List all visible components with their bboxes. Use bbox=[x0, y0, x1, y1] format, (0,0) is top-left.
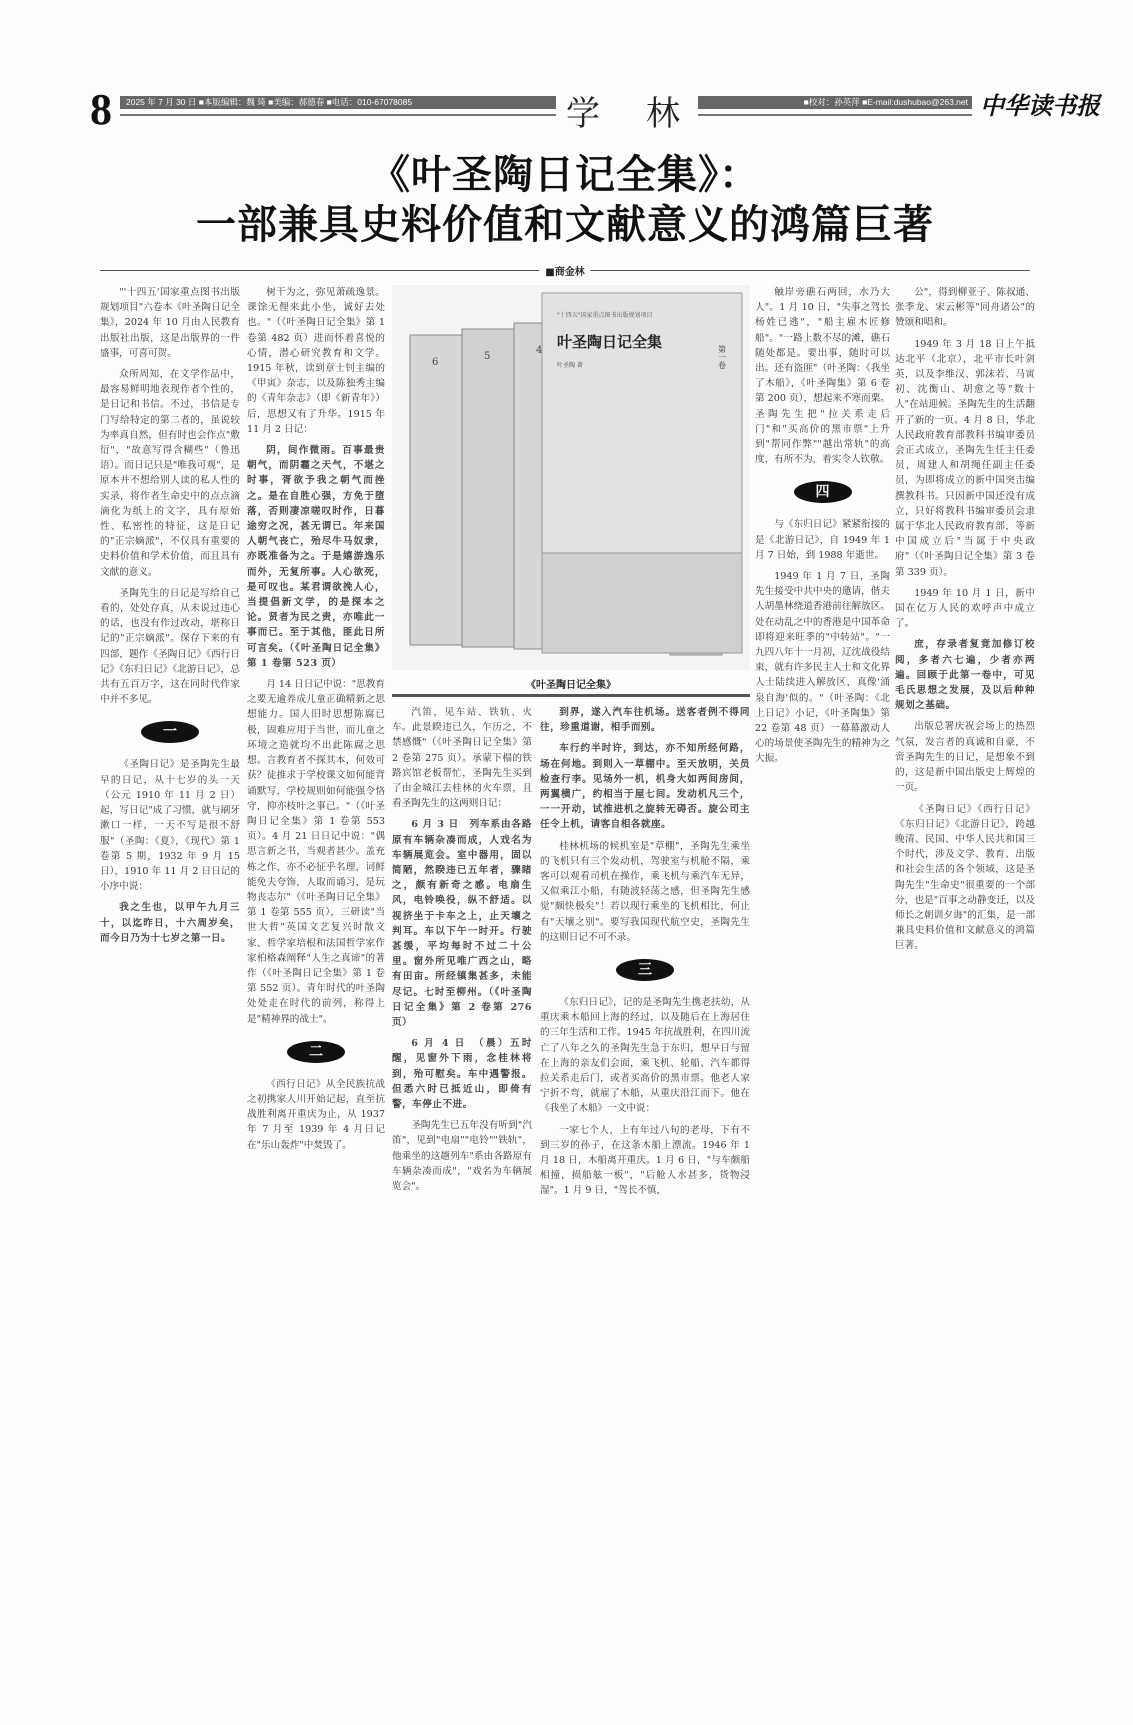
paragraph: 与《东归日记》紧紧衔接的是《北游日记》，自 1949 年 1 月 7 日始，到 1988 年逝世。 bbox=[755, 519, 890, 561]
diary-quote: 6 月 4 日 （晨）五时醒，见窗外下雨，念桂林将到，殆可慰矣。车中遇警报。但悉六时已抵近山，即倚有警，车停止不进。 bbox=[392, 1038, 532, 1111]
article-title-line-1: 《叶圣陶日记全集》： bbox=[370, 151, 760, 198]
diary-quote: 我之生也，以甲午九月三十，以迄昨日，十六周岁矣，而今日乃为十七岁之第一日。 bbox=[100, 902, 240, 944]
spine-number: 4 bbox=[536, 345, 543, 356]
paragraph: 1949 年 1 月 7 日，圣陶先生接受中共中央的邀请，偕夫人胡墨林绕道香港前往解放区。处在动乱之中的香港是中国革命即将迎来旺季的"中转站"。"一九四八年十一月初，辽沈战役结束，就有许多民主人士和文化界人士陆续进入解放区，真像'涌泉自海'似的。"（叶圣陶：《北上日记》小记，《叶圣陶集》第 22 卷第 48 页）一幕幕激动人心的场景使圣陶先生的精神为之大振。 bbox=[755, 571, 890, 765]
section-title-char-2: 林 bbox=[646, 94, 680, 134]
paragraph: 树干为之，弥见萧疏逸景。课馀无俚来此小坐，诚好去处也。"（《叶圣陶日记全集》第 1 卷第 482 页）进而怀着喜悦的心情，潜心研究教育和文学。1915 年秋，读到章士钊主编的《甲寅》杂志，以及陈独秀主编的《青年杂志》（即《新青年》）后，思想又有了升华。1915 年 11 月 2 日记： bbox=[247, 287, 385, 435]
caption-rule bbox=[392, 694, 750, 697]
contact-info-bar: ■校对：孙英萍 ■E-mail:dushubao@263.net bbox=[698, 96, 972, 109]
photo-caption: 《叶圣陶日记全集》 bbox=[526, 680, 616, 691]
paragraph: 触岸旁礁石两回，水乃大人"。1 月 10 日，"失事之驾长杨姓已逃"，"船主雇木匠修船"。"一路上数不尽的滩，礁石随处都是。要出事，随时可以出。还有盗匪"（叶圣陶：《我坐了木船》，《叶圣陶集》第 6 卷第 200 页），想起来不寒而栗。圣陶先生把"拉关系走后门"和"买高价的黑市票"上升到"帮同作弊""越出常轨"的高度，有所不为，着实令人钦敬。 bbox=[755, 287, 890, 466]
article-title-line-2: 一部兼具史料价值和文献意义的鸿篇巨著 bbox=[196, 201, 934, 248]
page-header bbox=[90, 85, 1100, 134]
column-6 bbox=[895, 285, 1035, 1630]
section-marker-2: 二 bbox=[287, 1041, 345, 1063]
paragraph: 一家七个人，上有年过八旬的老母，下有不到三岁的孙子，在这条木船上漂流。1946 年 1 月 18 日，木船离开重庆。1 月 6 日，"与车颇船相撞，损船舷一板"，"后舱人水甚多，货物浸湿"。1 月 9 日，"驾长不慎， bbox=[540, 1124, 750, 1197]
spine-number: 5 bbox=[484, 351, 491, 362]
book-front-cover bbox=[542, 293, 742, 553]
page-number: 8 bbox=[90, 85, 112, 134]
column-2 bbox=[247, 285, 385, 1630]
paragraph: 《圣陶日记》《西行日记》《东归日记》《北游日记》，跨越晚清、民国、中华人民共和国三个时代，涉及文学、教育、出版和社会生活的各个领域，这是圣陶先生"生命史"很重要的一个部分，也是"百事之动静变迁，以及师长之朝训夕诲"的汇集，是一部兼具史料价值和文献意义的鸿篇巨著。 bbox=[895, 803, 1035, 952]
byline bbox=[100, 263, 1030, 277]
column-4 bbox=[540, 705, 750, 1630]
diary-quote: 车行约半时许，到达，亦不知所经何路，场在何地。到则入一草棚中。至天放明，关员检查行李。见场外一机，机身大如两间房间，两翼横广，约相当于屋七间。发动机凡三个，一一开动，试推进机之旋转无碍否。旋公司主任令上机，请客自相各就座。 bbox=[540, 743, 750, 831]
paragraph: 月 14 日日记中说："思教育之要无逾养成儿童正确精新之思想能力。国人旧时思想陈腐已极，固难应用于当世，而儿童之环境之造就均不出此陈腐之思想。言教育者不探其本，何效可获？徒推求于学校课文如何能背诵默写，学校规则如何能强令恪守，抑亦枝叶之事已。"（《叶圣陶日记全集》第 1 卷第 553 页）。4 月 21 日日记中说："偶思言新之书，当观者甚少。盖充栋之作，亦不必征乎名理，词鲜能免夫夸饰，人取而诵习，是玩物丧志尔"（《叶圣陶日记全集》第 1 卷第 555 页），三研读"当世大哲"英国文艺复兴时散文家、哲学家培根和法国哲学家作家柏格森阐释"人生之真谛"的著作（《叶圣陶日记全集》第 1 卷第 552 页）。青年时代的叶圣陶处处走在时代的前列，称得上是"精神界的战士"。 bbox=[247, 679, 385, 1025]
paragraph: "'十四五'国家重点图书出版规划项目"六卷本《叶圣陶日记全集》，2024 年 10 月由人民教育出版社出版，这是出版界的一件盛事，可喜可贺。 bbox=[100, 287, 240, 359]
section-marker-4: 四 bbox=[794, 481, 852, 503]
edition-info-bar: 2025 年 7 月 30 日 ■本版编辑：魏 琦 ■美编：郝德春 ■电话：010-67078085 bbox=[120, 96, 556, 109]
diary-quote: 6 月 3 日 列车系由各路原有车辆杂凑而成，人戏名为车辆展览会。室中器用，固以简陋，然睽违已五年者，骤睹之，颇有新奇之感。电扇生风，电铃唤役，纵不舒适。以视挤坐于卡车之上，止天壤之判耳。车以下午一时开。行驶甚缓，平均每时不过二十公里。窗外所见唯广西之山，略有田亩。所经镇集甚多，未能尽记。七时至柳州。（《叶圣陶日记全集》第 2 卷第 276 页） bbox=[392, 819, 532, 1029]
paragraph: 圣陶先生的日记是写给自己看的，处处存真，从未说过违心的话，也没有作过改动，堪称日记的"正宗嫡派"。保存下来的有四部，题作《圣陶日记》《西行日记》《东归日记》《北游日记》，总共有五百万字，这在同时代作家中并不多见。 bbox=[100, 587, 240, 706]
section-marker-1: 一 bbox=[141, 721, 199, 743]
diary-quote: 到界，遂入汽车往机场。送客者例不得同往，珍重道谢，相手而别。 bbox=[540, 707, 750, 734]
column-5 bbox=[755, 285, 890, 1630]
paragraph: 众所周知，在文学作品中，最容易鲜明地表现作者个性的，是日记和书信。不过，书信是专门写给特定的第二者的，虽说较为率真自然，但有时也会作点"敷衍"，"故意写得含糊些"（鲁迅语）。而日记只是"唯我可观"，是原本并不想给别人读的私人性的实录，将作者生命史中的点点滴滴化为纸上的文字，具有原始性、私密性的特征，这是日记的"正宗嫡派"，不仅具有重要的史料价值和学术价值，而且具有文献的意义。 bbox=[100, 369, 240, 578]
paragraph: 《圣陶日记》是圣陶先生最早的日记，从十七岁的头一天（公元 1910 年 11 月 2 日）起，写日记"成了习惯，就与刷牙漱口一样，一天不写是很不舒服"（圣陶：《夏》，《现代》第 1 卷第 5 期，1932 年 9 月 15 日），1910 年 11 月 2 日日记的小序中说： bbox=[100, 759, 240, 893]
paragraph: 《西行日记》从全民族抗战之初携家人川开始记起，直至抗战胜利离开重庆为止，从 1937 年 7 月至 1939 年 4 月日记在"乐山轰炸"中焚毁了。 bbox=[247, 1078, 385, 1151]
newspaper-masthead: 中华读书报 bbox=[980, 91, 1100, 120]
paragraph: 公"，得到柳亚子、陈叔通、张季龙、宋云彬等"同舟诸公"的赞颂和唱和。 bbox=[895, 287, 1035, 329]
book-cover-lower bbox=[542, 553, 742, 653]
cover-series-label: "十四五"国家重点图书出版规划项目 bbox=[557, 312, 653, 319]
header-rule-left bbox=[120, 114, 556, 116]
spine-number: 6 bbox=[432, 357, 439, 368]
author-name: ■商金林 bbox=[539, 263, 590, 278]
column-1 bbox=[100, 285, 240, 1630]
diary-quote: 阴，间作微雨。百事最贵朝气，而阴霾之天气，不堪之时事，胥欲予我之朝气而挫之。是在自胜心强，方免于堕落，否则凄凉嗟叹时作，日暮途穷之况，甚无谓已。年来国人朝气丧亡，殆尽牛马奴隶，亦既准备为之。于是嬉游逸乐而外，无复所事。人心欲死，是可叹也。某君谓欲挽人心，当提倡新文学，的是探本之论。贤者为民之责，亦唯此一事而已。至于其他，匪此日所可言矣。（《叶圣陶日记全集》第 1 卷第 523 页） bbox=[247, 445, 385, 669]
section-title-char-1: 学 bbox=[566, 94, 600, 134]
cover-volume: 第一卷 bbox=[717, 345, 727, 369]
article-title bbox=[100, 150, 1030, 250]
paragraph: 圣陶先生已五年没有听到"汽笛"，见到"电扇""电铃""铁轨"，他乘坐的这趟列车"系由各路原有车辆杂凑而成"，"戏名为车辆展览会"。 bbox=[392, 1120, 532, 1193]
paragraph: 汽笛，见车站、铁轨、火车。此景睽违已久，乍历之，不禁感慨"（《叶圣陶日记全集》第 2 卷第 275 页）。承蒙下榻的铁路宾馆老板帮忙，圣陶先生买到了由金城江去桂林的火车票，且看圣陶先生的这两则日记： bbox=[392, 707, 532, 810]
book-set-photo bbox=[392, 285, 750, 670]
column-3 bbox=[392, 705, 532, 1630]
paragraph: 桂林机场的候机室是"草棚"，圣陶先生乘坐的飞机只有三个发动机，驾驶室与机舱不隔，乘客可以观看司机在操作，乘飞机与乘汽车无异，又似乘江小船，有随波轻荡之感，但圣陶先生感觉"颇快极矣"！若以现行乘坐的飞机相比，何止有"天壤之别"。要写我国现代航空史，圣陶先生的这则日记不可不录。 bbox=[540, 840, 750, 943]
cover-author: 叶圣陶 著 bbox=[557, 362, 583, 369]
paragraph: 出版总署庆祝会场上的热烈气氛，发言者的真诚和自豪，不啻圣陶先生的日记，是想象不到的，这是新中国出版史上辉煌的一页。 bbox=[895, 721, 1035, 794]
paragraph: 1949 年 10 月 1 日，新中国在亿万人民的欢呼声中成立了。 bbox=[895, 587, 1035, 630]
header-rule-right bbox=[698, 114, 972, 116]
book-set-illustration bbox=[392, 285, 750, 670]
diary-quote: 庶，存录者复竟加修订校阅，多者六七遍，少者亦两遍。回顾于此第一卷中，可见毛氏思想之发展，及以后种种规划之基础。 bbox=[895, 639, 1035, 712]
section-marker-3: 三 bbox=[616, 959, 674, 981]
cover-title: 叶圣陶日记全集 bbox=[557, 333, 663, 351]
paragraph: 1949 年 3 月 18 日上午抵达北平（北京），北平市长叶剑英，以及李维汉、郭沫若、马寅初、沈衡山、胡愈之等"数十人"在站迎候。圣陶先生的生活翻开了新的一页。4 月 8 日，华北人民政府教育部教科书编审委员会正式成立，圣陶先生任主任委员，周建人和胡绳任副主任委员，为即将成立的新中国突击编撰教科书。只因新中国还没有成立，只好将教科书编审委员会隶属于华北人民政府教育部，等新中国成立后"当属于中央政府"（《叶圣陶日记全集》第 3 卷第 339 页）。 bbox=[895, 338, 1035, 578]
paragraph: 《东归日记》，记的是圣陶先生携老扶幼，从重庆乘木船回上海的经过，以及随后在上海居住的三年生活和工作。1945 年抗战胜利，在四川流亡了八年之久的圣陶先生急于东归，想早日与留在上海的亲友们会面，乘飞机、轮船、汽车都得拉关系走后门，或者买高价的黑市票。他老人家宁折不弯，就雇了木船，从重庆沿江而下。他在《我坐了木船》一文中说： bbox=[540, 997, 750, 1115]
